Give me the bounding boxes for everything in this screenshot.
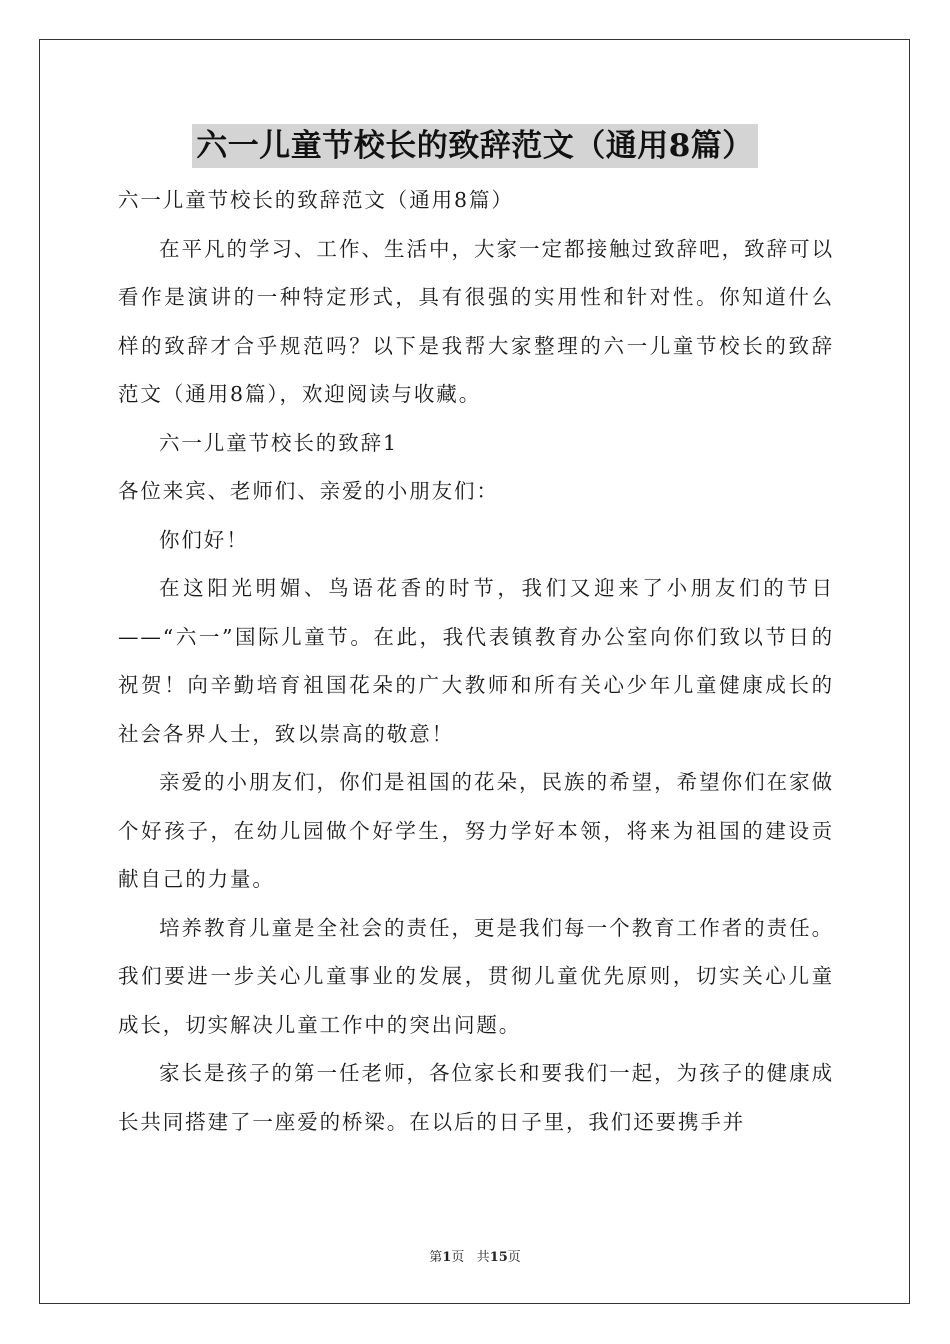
paragraph: 家长是孩子的第一任老师，各位家长和要我们一起，为孩子的健康成长共同搭建了一座爱的桥梁。在以后的日子里，我们还要携手并 <box>118 1061 834 1134</box>
paragraph: 各位来宾、老师们、亲爱的小朋友们： <box>118 479 499 503</box>
document-title: 六一儿童节校长的致辞范文（通用8篇） <box>192 124 758 168</box>
current-page-number: 1 <box>442 1250 452 1265</box>
title-container <box>0 124 950 168</box>
paragraph: 你们好！ <box>159 527 249 552</box>
total-page-count: 15 <box>489 1250 508 1265</box>
page-prefix: 第 <box>429 1250 443 1265</box>
page-unit: 页 <box>451 1250 465 1265</box>
document-body <box>118 176 834 1146</box>
paragraph: 六一儿童节校长的致辞1 <box>159 430 398 455</box>
total-prefix: 共 <box>476 1250 490 1265</box>
paragraph: 六一儿童节校长的致辞范文（通用8篇） <box>118 188 514 212</box>
total-unit: 页 <box>507 1250 521 1265</box>
paragraph: 亲爱的小朋友们，你们是祖国的花朵，民族的希望，希望你们在家做个好孩子，在幼儿园做个好学生，努力学好本领，将来为祖国的建设贡献自己的力量。 <box>118 770 834 891</box>
paragraph: 在平凡的学习、工作、生活中，大家一定都接触过致辞吧，致辞可以看作是演讲的一种特定形式，具有很强的实用性和针对性。你知道什么样的致辞才合乎规范吗？以下是我帮大家整理的六一儿童节校长的致辞范文（通用8篇），欢迎阅读与收藏。 <box>118 236 834 406</box>
page-footer <box>0 1250 950 1266</box>
paragraph: 在这阳光明媚、鸟语花香的时节，我们又迎来了小朋友们的节日——“六一”国际儿童节。在此，我代表镇教育办公室向你们致以节日的祝贺！向辛勤培育祖国花朵的广大教师和所有关心少年儿童健康成长的社会各界人士，致以崇高的敬意！ <box>118 576 834 746</box>
paragraph: 培养教育儿童是全社会的责任，更是我们每一个教育工作者的责任。我们要进一步关心儿童事业的发展，贯彻儿童优先原则，切实关心儿童成长，切实解决儿童工作中的突出问题。 <box>118 915 834 1037</box>
